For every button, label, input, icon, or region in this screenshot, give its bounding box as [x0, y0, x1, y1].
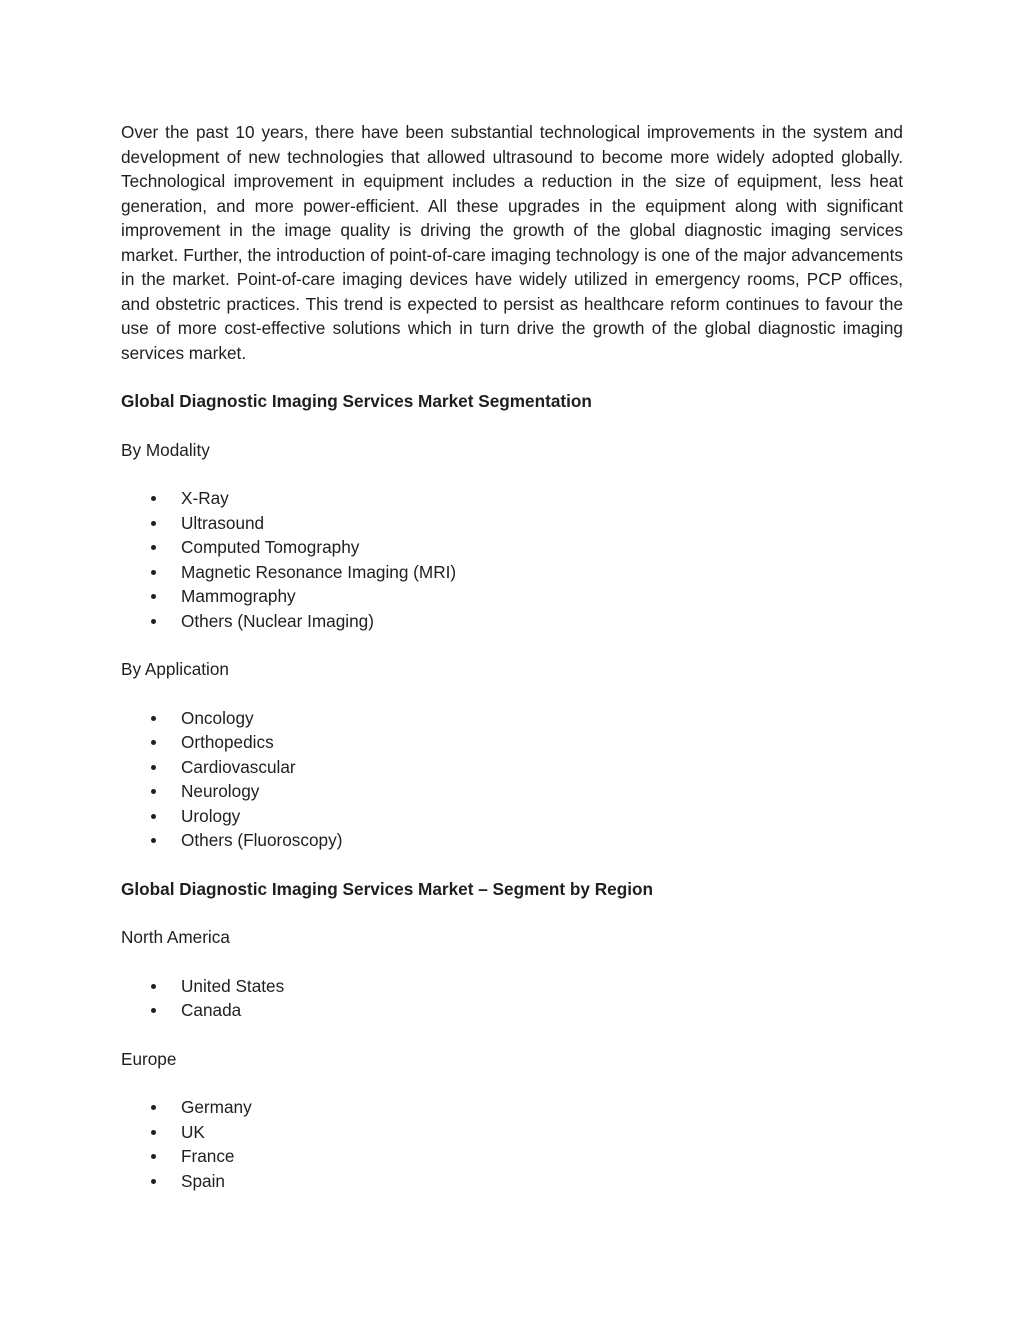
segmentation-heading: Global Diagnostic Imaging Services Market Segmentation — [121, 391, 592, 411]
document-page — [121, 120, 903, 1193]
bullet-icon — [151, 838, 156, 843]
north-america-label: North America — [121, 927, 230, 947]
bullet-icon — [151, 765, 156, 770]
bullet-icon — [151, 1105, 156, 1110]
modality-label: By Modality — [121, 439, 210, 460]
europe-list — [121, 1095, 903, 1193]
intro-paragraph: Over the past 10 years, there have been substantial technological improvements in the system and development of new technologies that allowed ultrasound to become more widely adopted globally. Technological improvement in equipment includes a reduction in the size of equipment, less heat generation, and more power-efficient. All these upgrades in the equipment along with significant improvement in the image quality is driving the growth of the global diagnostic imaging services market. Further, the introduction of point-of-care imaging technology is one of the major advancements in the market. Point-of-care imaging devices have widely utilized in emergency rooms, PCP offices, and obstetric practices. This trend is expected to persist as healthcare reform continues to favour the use of more cost-effective solutions which in turn drive the growth of the global diagnostic imaging services market. — [121, 122, 903, 363]
list-item: Others (Fluoroscopy) — [121, 828, 903, 853]
bullet-icon — [151, 984, 156, 989]
bullet-icon — [151, 1130, 156, 1135]
list-item: X-Ray — [121, 486, 903, 511]
europe-label: Europe — [121, 1048, 177, 1069]
list-item: Urology — [121, 804, 903, 829]
list-item: France — [121, 1144, 903, 1169]
bullet-icon — [151, 496, 156, 501]
bullet-icon — [151, 789, 156, 794]
bullet-icon — [151, 740, 156, 745]
list-item: Magnetic Resonance Imaging (MRI) — [121, 560, 903, 585]
bullet-icon — [151, 1008, 156, 1013]
region-heading: Global Diagnostic Imaging Services Market – Segment by Region — [121, 878, 653, 899]
list-item: Neurology — [121, 779, 903, 804]
list-item: Ultrasound — [121, 511, 903, 536]
bullet-icon — [151, 545, 156, 550]
bullet-icon — [151, 814, 156, 819]
list-item: Computed Tomography — [121, 535, 903, 560]
bullet-icon — [151, 619, 156, 624]
list-item: United States — [121, 974, 903, 999]
bullet-icon — [151, 570, 156, 575]
list-item: Orthopedics — [121, 730, 903, 755]
list-item: Mammography — [121, 584, 903, 609]
bullet-icon — [151, 1179, 156, 1184]
list-item: UK — [121, 1120, 903, 1145]
modality-list — [121, 486, 903, 633]
application-list — [121, 706, 903, 853]
north-america-list — [121, 974, 903, 1023]
list-item: Canada — [121, 998, 903, 1023]
bullet-icon — [151, 716, 156, 721]
list-item: Others (Nuclear Imaging) — [121, 609, 903, 634]
list-item: Spain — [121, 1169, 903, 1194]
list-item: Oncology — [121, 706, 903, 731]
bullet-icon — [151, 1154, 156, 1159]
list-item: Cardiovascular — [121, 755, 903, 780]
bullet-icon — [151, 594, 156, 599]
application-label: By Application — [121, 659, 229, 679]
list-item: Germany — [121, 1095, 903, 1120]
bullet-icon — [151, 521, 156, 526]
